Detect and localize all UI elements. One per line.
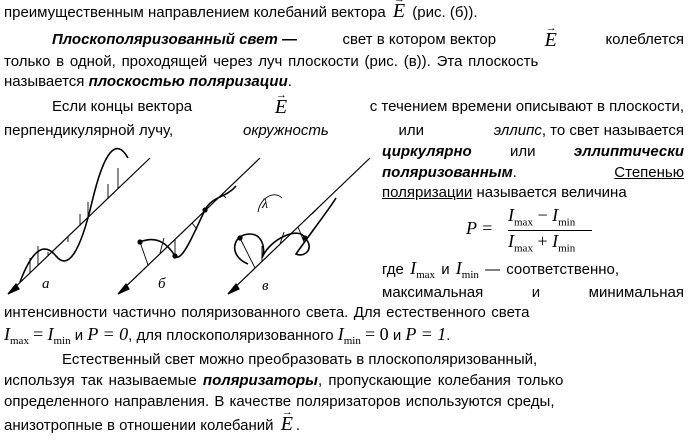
text: где — [382, 261, 404, 278]
text: и — [392, 327, 402, 344]
formula-p1: P = 1 — [405, 324, 447, 344]
text-line-8 — [382, 183, 627, 203]
subscript: min — [53, 335, 71, 347]
subscript: max — [10, 335, 29, 347]
symbol-i: I — [552, 205, 559, 225]
operator: + — [537, 231, 548, 251]
text: — соответственно, — [485, 261, 620, 278]
ray-a — [8, 158, 150, 294]
text: свет в котором вектор — [342, 31, 497, 48]
subscript: max — [514, 216, 533, 229]
symbol-i: I — [508, 205, 514, 225]
text-line-13 — [4, 350, 684, 370]
text-line-14 — [4, 371, 563, 391]
text-line-0 — [4, 1, 478, 23]
term-polarizers: поляризаторы — [202, 372, 318, 389]
symbol-i: I — [455, 258, 462, 278]
term-plane-polarized: Плоскополяризованный свет — — [52, 31, 297, 48]
formula-lhs: P = — [466, 218, 494, 238]
text: , пропускающие колебания только — [318, 372, 564, 389]
arrow-c — [228, 284, 239, 294]
symbol-i: I — [508, 231, 514, 251]
arrow-a — [8, 284, 19, 294]
operator: − — [537, 205, 548, 225]
text-line-1 — [4, 30, 684, 50]
diagram-a — [8, 149, 150, 294]
text: используя так называемые — [4, 372, 197, 389]
label-a: а — [42, 276, 50, 292]
subscript: min — [343, 335, 361, 347]
vector-lines-a — [30, 168, 118, 273]
text: преимущественным направлением колебаний вектора — [4, 4, 386, 21]
wave-b — [140, 186, 236, 257]
diagram-c — [228, 158, 370, 294]
term-plane-of-polarization: плоскостью поляризации — [88, 73, 288, 90]
polarization-formula — [466, 203, 596, 255]
text: , для плоскополяризованного — [128, 327, 334, 344]
text: Если концы вектора — [52, 98, 193, 115]
term-circular: циркулярно — [382, 143, 472, 160]
text: (рис. (б)). — [412, 4, 478, 21]
text-line-12: $I_{max} = I_{min}$ и P = 0, для плоскополяризованного $I_{min} = 0$ и P = 1. — [4, 324, 451, 347]
text: называется — [4, 73, 85, 90]
formula-denominator — [508, 231, 575, 255]
polarization-figure — [0, 138, 378, 300]
text: и — [531, 284, 541, 301]
text: . — [295, 417, 301, 434]
text: , то свет называется — [541, 122, 684, 139]
formula-eq0: = 0 — [365, 324, 389, 344]
vector-e: → E — [272, 97, 290, 117]
text: и — [74, 327, 84, 344]
helix-c — [235, 198, 336, 264]
vector-e: → E — [278, 414, 296, 434]
text: определенного направления. В качестве поляризаторов используются среды, — [4, 393, 555, 410]
arrow-b — [118, 284, 129, 294]
text-line-15 — [4, 392, 555, 412]
text: . — [512, 164, 517, 181]
text: и — [441, 261, 450, 278]
symbol-i: I — [4, 324, 10, 344]
text: . — [446, 327, 451, 344]
term-degree: Степенью — [614, 164, 684, 181]
term-elliptical: эллиптически — [573, 143, 684, 160]
formula-numerator — [508, 205, 575, 229]
text: эллипс — [493, 122, 542, 139]
text-line-9 — [382, 258, 619, 285]
text: Естественный свет можно преобразовать в плоскополяризованный, — [62, 351, 538, 368]
text-line-3 — [4, 72, 292, 92]
symbol-i: I — [552, 231, 559, 251]
vector-lines-b — [140, 194, 226, 265]
vector-e: → E — [542, 30, 560, 50]
text-line-10 — [382, 283, 684, 303]
text: окружность — [242, 122, 329, 139]
label-c: в — [262, 278, 269, 294]
text: или — [510, 143, 536, 160]
text: . — [287, 73, 292, 90]
text-line-6 — [382, 142, 684, 162]
text: минимальная — [588, 284, 684, 301]
label-lambda: λ — [262, 197, 269, 212]
vector-e: → E — [390, 1, 408, 21]
text: только в одной, проходящей через луч плоскости (рис. (в)). Эта плоскость — [4, 53, 539, 70]
text: или — [398, 122, 425, 139]
text: максимальная — [382, 284, 484, 301]
subscript: max — [416, 269, 436, 281]
term-polarized: поляризованным — [382, 164, 513, 181]
text: называется величина — [476, 184, 627, 201]
diagram-b — [118, 158, 260, 294]
text-line-2 — [4, 52, 538, 72]
text: интенсивности частично поляризованного света. Для естественного света — [4, 304, 530, 321]
text-line-16 — [4, 414, 300, 436]
text: колеблется — [605, 31, 684, 48]
symbol-i: I — [47, 324, 54, 344]
subscript: min — [558, 216, 576, 229]
ray-b — [118, 158, 260, 294]
wave-a — [20, 149, 128, 282]
subscript: min — [461, 269, 479, 281]
symbol-i: I — [410, 258, 417, 278]
text-line-4 — [4, 97, 684, 117]
subscript: min — [558, 242, 576, 255]
text: анизотропные в отношении колебаний — [4, 417, 274, 434]
subscript: max — [514, 242, 533, 255]
ray-c — [228, 158, 370, 294]
text-line-11 — [4, 303, 529, 323]
label-b: б — [158, 276, 166, 292]
text-line-7 — [382, 163, 684, 183]
text: с течением времени описывают в плоскости, — [369, 98, 684, 115]
symbol-i: I — [337, 324, 344, 344]
formula-p0: P = 0 — [87, 324, 129, 344]
text: перпендикулярной лучу, — [4, 122, 174, 139]
term-polarization: поляризации — [382, 184, 473, 201]
